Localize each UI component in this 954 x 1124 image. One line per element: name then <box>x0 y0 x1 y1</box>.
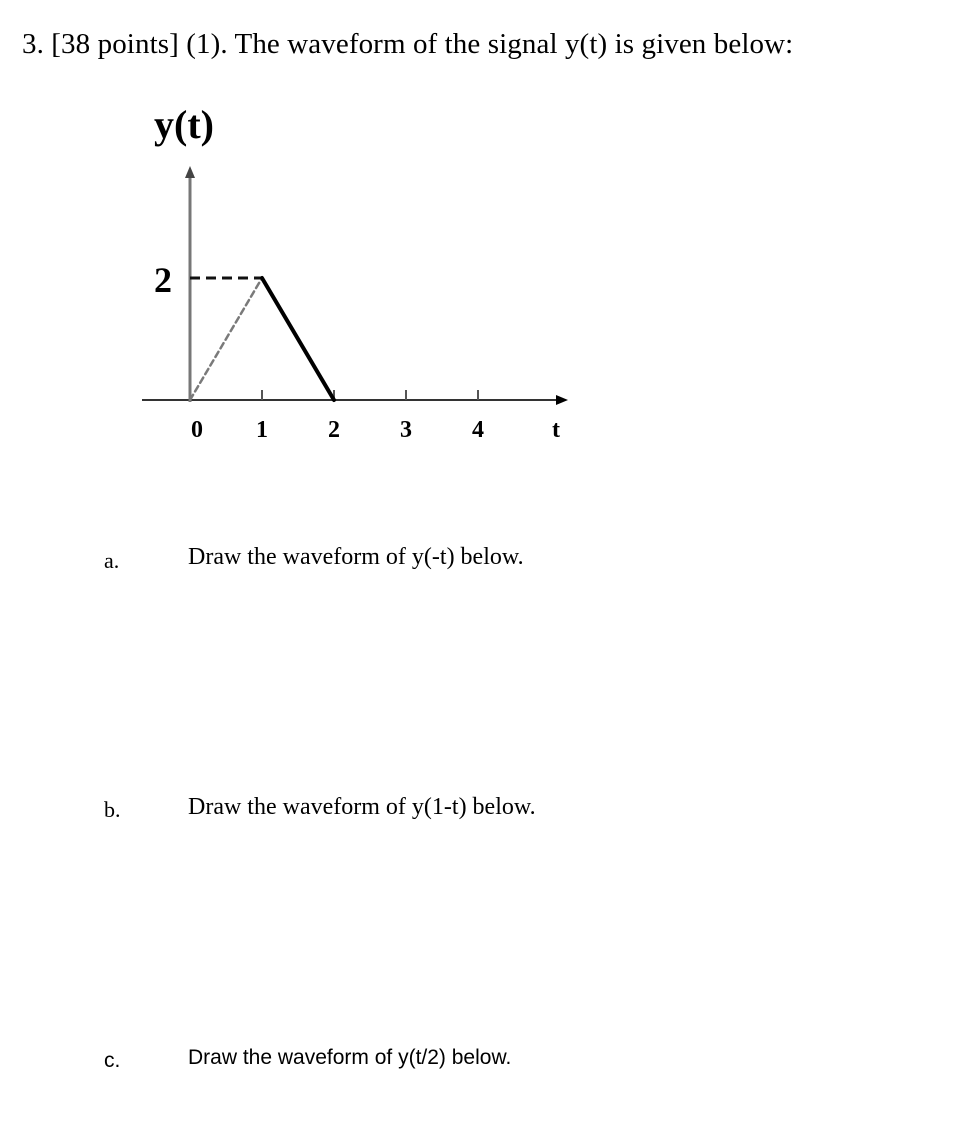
problem-header: 3. [38 points] (1). The waveform of the signal y(t) is given below: <box>22 28 794 60</box>
y-tick-label-2: 2 <box>154 260 172 300</box>
question-a-text: Draw the waveform of y(-t) below. <box>188 544 524 570</box>
x-tick-label-2: 2 <box>328 417 340 443</box>
x-tick-label-1: 1 <box>256 417 268 443</box>
question-b-text: Draw the waveform of y(1-t) below. <box>188 794 536 820</box>
question-c-letter: c. <box>104 1049 121 1072</box>
question-b-letter: b. <box>104 797 121 822</box>
x-tick-label-3: 3 <box>400 417 412 443</box>
x-tick-label-0: 0 <box>191 417 203 443</box>
falling-solid-segment <box>262 278 334 400</box>
chart-title: y(t) <box>154 102 214 147</box>
amplitude-axis-arrowhead <box>185 166 195 178</box>
rising-dashed-segment <box>190 278 262 400</box>
question-a-letter: a. <box>104 548 120 573</box>
question-c-text: Draw the waveform of y(t/2) below. <box>188 1046 512 1069</box>
time-axis-arrowhead <box>556 395 568 405</box>
waveform-figure <box>0 0 954 470</box>
x-tick-label-4: 4 <box>472 417 484 443</box>
x-axis-label: t <box>552 417 560 443</box>
